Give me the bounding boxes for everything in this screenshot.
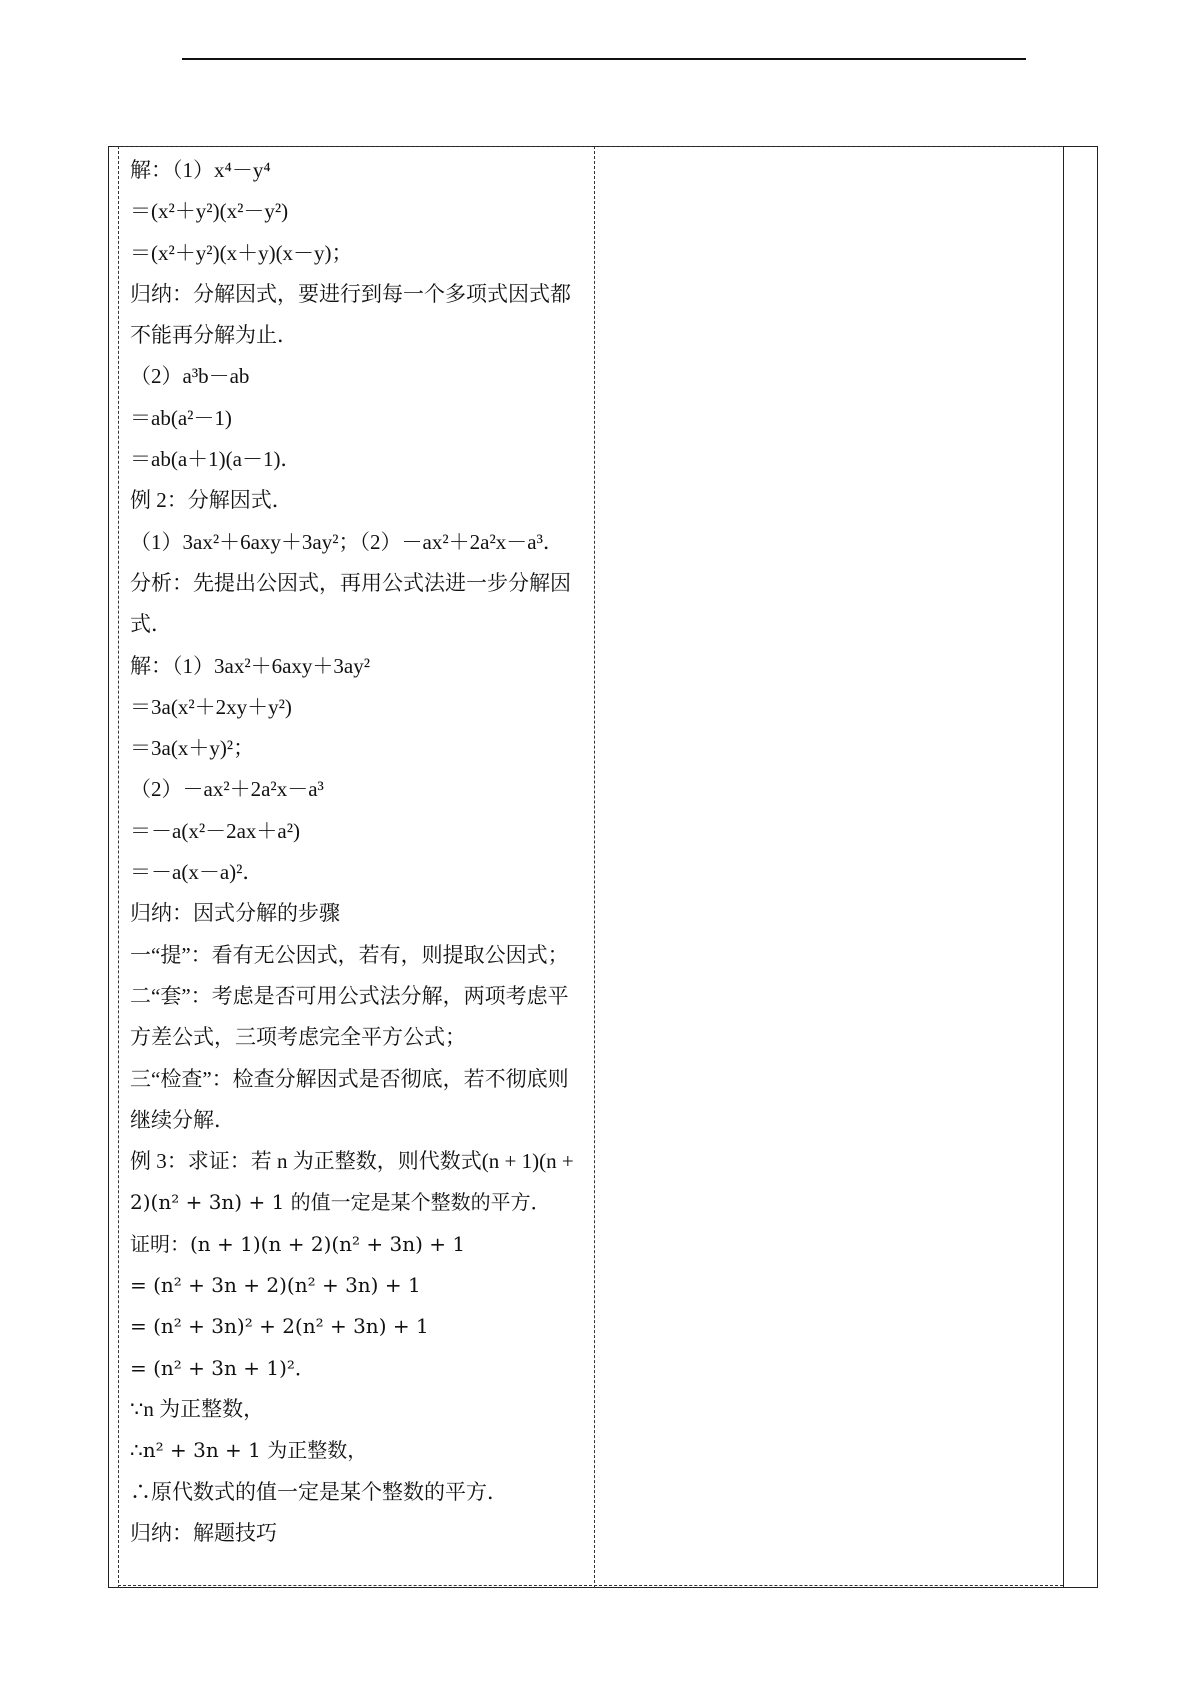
left-margin-divider [118, 146, 119, 1588]
text-line: = (n² + 3n)² + 2(n² + 3n) + 1 [130, 1314, 429, 1339]
text-line: ∵n 为正整数， [130, 1396, 265, 1421]
text-line: 继续分解． [130, 1107, 235, 1132]
text-line: 证明：(n + 1)(n + 2)(n² + 3n) + 1 [130, 1231, 466, 1256]
text-line: ＝(x²＋y²)(x＋y)(x－y)； [130, 240, 353, 265]
text-line: 不能再分解为止． [130, 323, 298, 348]
text-line: = (n² + 3n + 2)(n² + 3n) + 1 [130, 1273, 421, 1298]
cell-bottom-border [118, 1585, 1063, 1586]
text-line: 三“检查”：检查分解因式是否彻底，若不彻底则 [130, 1066, 569, 1091]
text-line: 例 2：分解因式． [130, 488, 293, 513]
text-line: （2）－ax²＋2a²x－a³ [130, 777, 324, 802]
text-line: 方差公式，三项考虑完全平方公式； [130, 1025, 466, 1050]
header-rule [182, 58, 1026, 60]
text-line: ＝ab(a²－1) [130, 405, 232, 430]
text-line: ∴原代数式的值一定是某个整数的平方． [130, 1479, 508, 1504]
text-line: 归纳：因式分解的步骤 [130, 901, 340, 926]
text-line: （1）3ax²＋6axy＋3ay²；（2）－ax²＋2a²x－a³． [130, 529, 564, 554]
text-line: 归纳：解题技巧 [130, 1520, 277, 1545]
text-line: ∴n² + 3n + 1 为正整数， [130, 1438, 368, 1463]
text-line: 分析：先提出公因式，再用公式法进一步分解因 [130, 570, 571, 595]
text-line: ＝3a(x²＋2xy＋y²) [130, 694, 292, 719]
text-line: 一“提”：看有无公因式，若有，则提取公因式； [130, 942, 569, 967]
right-margin-divider [1063, 146, 1064, 1588]
text-line: 解：（1）3ax²＋6axy＋3ay² [130, 653, 371, 678]
text-line: 归纳：分解因式，要进行到每一个多项式因式都 [130, 281, 571, 306]
cell-top-border [118, 146, 1063, 147]
text-line: 例 3：求证：若 n 为正整数，则代数式(n + 1)(n + [130, 1149, 574, 1174]
text-line: （2）a³b－ab [130, 364, 250, 389]
text-line: ＝(x²＋y²)(x²－y²) [130, 199, 289, 224]
text-line: 2)(n² + 3n) + 1 的值一定是某个整数的平方． [130, 1190, 551, 1215]
text-line: 二“套”：考虑是否可用公式法分解，两项考虑平 [130, 983, 569, 1008]
text-line: ＝3a(x＋y)²； [130, 736, 255, 761]
text-line: 式． [130, 612, 172, 637]
text-line: ＝－a(x²－2ax＋a²) [130, 818, 301, 843]
text-line: 解：（1）x⁴－y⁴ [130, 158, 271, 182]
text-line: ＝ab(a＋1)(a－1)． [130, 447, 302, 472]
column-divider [594, 146, 595, 1588]
solution-text-column [130, 150, 588, 1554]
text-line: = (n² + 3n + 1)²． [130, 1355, 315, 1380]
text-line: ＝－a(x－a)²． [130, 860, 264, 885]
